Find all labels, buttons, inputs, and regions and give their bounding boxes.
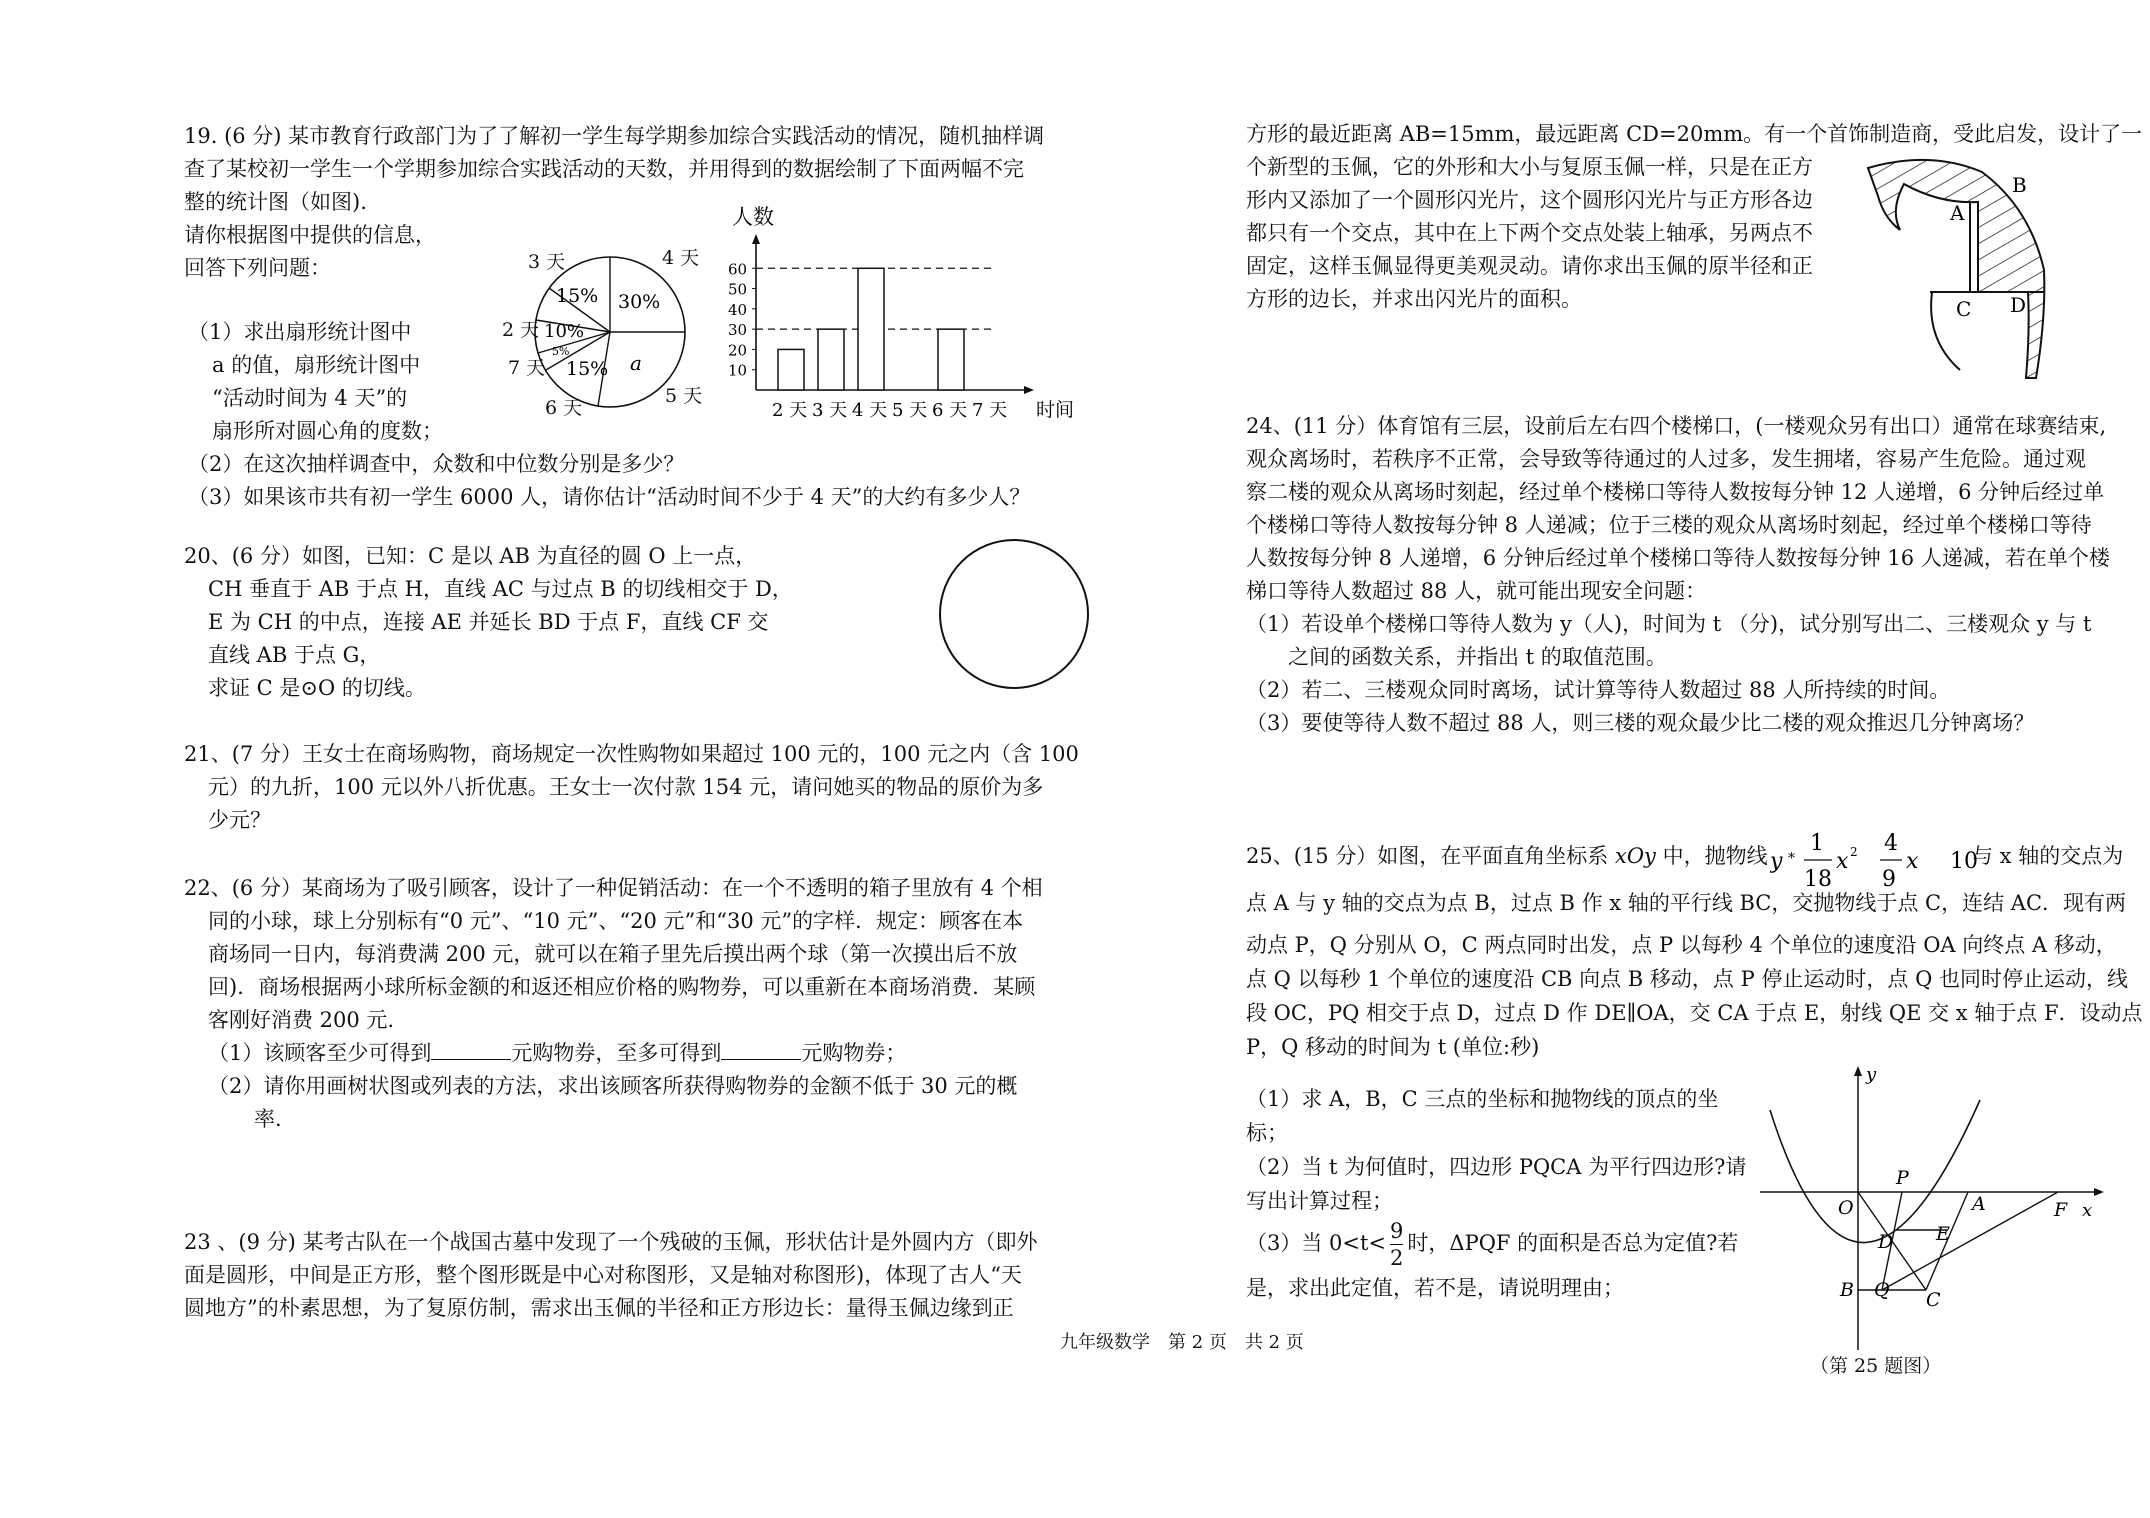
- q23-cont-line: 方形的边长，并求出闪光片的面积。: [1246, 287, 1582, 311]
- q21-line: 21、(7 分）王女士在商场购物，商场规定一次性购物如果超过 100 元的，100 元之内（含 100: [184, 742, 1079, 766]
- fig-label-Q: Q: [1874, 1279, 1890, 1301]
- y-tick-label: 30: [728, 321, 748, 340]
- q19-line: 请你根据图中提供的信息，: [184, 223, 436, 247]
- q25-tail: 与 x 轴的交点为: [1972, 844, 2124, 868]
- q24-sub1a: （1）若设单个楼梯口等待人数为 y（人)，时间为 t （分)，试分别写出二、三楼观众 y 与 t: [1246, 612, 2092, 636]
- q20-line: CH 垂直于 AB 于点 H，直线 AC 与过点 B 的切线相交于 D，: [208, 577, 793, 601]
- q24-sub1b: 之间的函数关系，并指出 t 的取值范围。: [1288, 645, 1667, 669]
- q19-line: 整的统计图（如图).: [184, 190, 367, 214]
- q22-sub2a: （2）请你用画树状图或列表的方法，求出该顾客所获得购物券的金额不低于 30 元的概: [208, 1074, 1018, 1098]
- q19-line: 19. (6 分) 某市教育行政部门为了了解初一学生每学期参加综合实践活动的情况，随机抽样调: [184, 124, 1045, 148]
- q25-sub3-line: [1246, 1218, 1738, 1271]
- eq-x2-exp: 2: [1850, 845, 1858, 859]
- q22-line: 商场同一日内，每消费满 200 元，就可以在箱子里先后摸出两个球（第一次摸出后不放: [208, 942, 1018, 966]
- fig-label-P: P: [1896, 1167, 1909, 1189]
- pie-pct-30: 30%: [618, 291, 661, 313]
- q20-line: 直线 AB 于点 G，: [208, 643, 381, 667]
- bar: [818, 329, 844, 390]
- q19-sub1-line: （1）求出扇形统计图中: [188, 320, 412, 344]
- q24-line: 观众离场时，若秩序不正常，会导致等待通过的人过多，发生拥堵，容易产生危险。通过观: [1246, 447, 2086, 471]
- bar: [858, 268, 884, 390]
- eq-minus-mark: ⁎: [1788, 846, 1795, 862]
- q22-line: 客刚好消费 200 元.: [208, 1008, 395, 1032]
- fig-label-D: D: [1878, 1231, 1894, 1253]
- fig-label-y: y: [1866, 1064, 1877, 1085]
- q24-line: 梯口等待人数超过 88 人，就可能出现安全问题：: [1246, 579, 1707, 603]
- y-tick-label: 10: [728, 361, 748, 380]
- x-category-label: 6 天: [932, 400, 968, 421]
- q24-line: 个楼梯口等待人数按每分钟 8 人递减；位于三楼的观众从离场时刻起，经过单个楼梯口等待: [1246, 513, 2092, 537]
- eq-x1: x: [1906, 849, 1919, 874]
- q24-sub2: （2）若二、三楼观众同时离场，试计算等待人数超过 88 人所持续的时间。: [1246, 678, 1951, 702]
- q25-line: P，Q 移动的时间为 t (单位:秒): [1246, 1035, 1540, 1059]
- x-category-label: 2 天: [772, 400, 808, 421]
- q21-line: 少元？: [208, 808, 271, 832]
- q22-sub1: [184, 1037, 1043, 1070]
- q25-sub3c: 是，求出此定值，若不是，请说明理由；: [1246, 1276, 1624, 1300]
- question-25-head: [1246, 836, 1768, 876]
- y-axis-arrow: [752, 234, 760, 244]
- eq-f1-den: 18: [1804, 867, 1832, 892]
- q22-sub1-c: 元购物券；: [801, 1041, 907, 1065]
- q25-xoy: xOy: [1615, 844, 1656, 868]
- frac-num: 9: [1390, 1219, 1404, 1243]
- bar-xlabel: 时间: [1036, 399, 1075, 421]
- bar-ylabel: 人数: [732, 205, 774, 229]
- fig-parabola: [1770, 1100, 1980, 1243]
- eq-c: 10: [1950, 849, 1978, 874]
- pendant-label-B: B: [2012, 173, 2027, 197]
- q20-line: 求证 C 是⊙O 的切线。: [208, 676, 426, 700]
- q19-line: 回答下列问题：: [184, 256, 331, 280]
- bar-chart: [720, 196, 1100, 436]
- q25-sub1a: （1）求 A，B，C 三点的坐标和抛物线的顶点的坐: [1246, 1087, 1719, 1111]
- frac-den: 2: [1390, 1246, 1404, 1270]
- pendant-label-A: A: [1950, 201, 1965, 225]
- eq-x2: x: [1836, 849, 1849, 874]
- q25-sub3-fraction: [1390, 1218, 1403, 1271]
- q23-line: 圆地方”的朴素思想，为了复原仿制，需求出玉佩的半径和正方形边长：量得玉佩边缘到正: [184, 1296, 1014, 1320]
- q23-cont-line: 形内又添加了一个圆形闪光片，这个圆形闪光片与正方形各边: [1246, 188, 1813, 212]
- x-category-label: 5 天: [892, 400, 928, 421]
- q25-sub1b: 标；: [1246, 1121, 1288, 1145]
- x-category-label: 4 天: [852, 400, 888, 421]
- pie-pct-15b: 15%: [566, 358, 609, 380]
- q25-mid: 中，抛物线: [1662, 844, 1768, 868]
- q23-cont-line: 个新型的玉佩，它的外形和大小与复原玉佩一样，只是在正方: [1246, 155, 1813, 179]
- fig-label-A: A: [1972, 1193, 1986, 1215]
- y-tick-label: 60: [728, 260, 748, 279]
- fig-label-x: x: [2082, 1200, 2093, 1221]
- q25-line: 点 Q 以每秒 1 个单位的速度沿 CB 向点 B 移动，点 P 停止运动时，点 Q 也同时停止运动，线: [1246, 967, 2128, 991]
- bar: [938, 329, 964, 390]
- x-category-label: 7 天: [972, 400, 1008, 421]
- pie-label-3: 3 天: [528, 251, 566, 273]
- q20-circle: [940, 540, 1088, 688]
- q22-line: 同的小球，球上分别标有“0 元”、“10 元”、“20 元”和“30 元”的字样．规定：顾客在本: [208, 909, 1024, 933]
- q22-line: 回)．商场根据两小球所标金额的和返还相应价格的购物券，可以重新在本商场消费．某顾: [208, 975, 1036, 999]
- q23-line: 面是圆形，中间是正方形，整个图形既是中心对称图形，又是轴对称图形)，体现了古人“天: [184, 1263, 1022, 1287]
- q25-line: 动点 P，Q 分别从 O，C 两点同时出发，点 P 以每秒 4 个单位的速度沿 OA 向终点 A 移动，: [1246, 933, 2117, 957]
- fig-ray-QF: [1882, 1192, 2058, 1290]
- pie-label-2: 2 天: [502, 319, 540, 341]
- q20-line: E 为 CH 的中点，连接 AE 并延长 BD 于点 F，直线 CF 交: [208, 610, 769, 634]
- q20-circle-figure: [936, 538, 1096, 698]
- q23-cont-line: 都只有一个交点，其中在上下两个交点处装上轴承，另两点不: [1246, 221, 1813, 245]
- answer-blank-max: [721, 1037, 801, 1060]
- fig-y-arrow: [1854, 1066, 1862, 1076]
- pie-label-7: 7 天: [508, 357, 546, 379]
- q19-sub1: [188, 316, 443, 448]
- q25-subquestions: [1246, 1082, 1746, 1218]
- q20-line: 20、(6 分）如图，已知：C 是以 AB 为直径的圆 O 上一点，: [184, 544, 757, 568]
- fig-x-arrow: [2094, 1188, 2104, 1196]
- q22-line: 22、(6 分）某商场为了吸引顾客，设计了一种促销活动：在一个不透明的箱子里放有 4 个相: [184, 876, 1043, 900]
- answer-blank-min: [431, 1037, 511, 1060]
- q25-sub2b: 写出计算过程；: [1246, 1189, 1393, 1213]
- y-tick-label: 40: [728, 300, 748, 319]
- pie-label-5: 5 天: [665, 385, 703, 407]
- jade-pendant-figure: [1860, 150, 2050, 380]
- pendant-label-C: C: [1956, 297, 1972, 321]
- q22-sub1-a: （1）该顾客至少可得到: [208, 1041, 432, 1065]
- q19-sub1-line: “活动时间为 4 天”的: [212, 386, 408, 410]
- q24-line: 人数按每分钟 8 人递增，6 分钟后经过单个楼梯口等待人数按每分钟 16 人递减，若在单个楼: [1246, 546, 2110, 570]
- q19-sub2-3: [188, 448, 1030, 514]
- question-21: [184, 738, 1079, 837]
- y-tick-label: 50: [728, 280, 748, 299]
- q25-sub3a: （3）当 0<t<: [1246, 1231, 1387, 1255]
- pie-pct-a: a: [630, 351, 642, 375]
- x-axis-arrow: [1024, 386, 1034, 394]
- pie-label-6: 6 天: [545, 397, 583, 419]
- q25-head: 25、(15 分）如图，在平面直角坐标系: [1246, 844, 1609, 868]
- bar: [778, 349, 804, 390]
- q19-line: 查了某校初一学生一个学期参加综合实践活动的天数，并用得到的数据绘制了下面两幅不完: [184, 157, 1024, 181]
- fig-label-O: O: [1838, 1197, 1854, 1219]
- fig-label-E: E: [1936, 1223, 1950, 1245]
- q19-sub2: （2）在这次抽样调查中，众数和中位数分别是多少？: [188, 452, 685, 476]
- pie-pct-10: 10%: [544, 321, 585, 342]
- q25-sub3: [1246, 1218, 1738, 1305]
- q25-sub3b: 时，ΔPQF 的面积是否总为定值?若: [1407, 1231, 1739, 1255]
- eq-y: y: [1770, 849, 1783, 874]
- q24-sub3: （3）要使等待人数不超过 88 人，则三楼的观众最少比二楼的观众推迟几分钟离场？: [1246, 711, 2035, 735]
- q19-sub1-line: a 的值，扇形统计图中: [212, 353, 421, 377]
- x-category-label: 3 天: [812, 400, 848, 421]
- q21-line: 元）的九折，100 元以外八折优惠。王女士一次付款 154 元，请问她买的物品的原价为多: [208, 775, 1044, 799]
- q25-line: 点 A 与 y 轴的交点为点 B，过点 B 作 x 轴的平行线 BC，交抛物线于点 C，连结 AC．现有两: [1246, 891, 2127, 915]
- q23-cont-line: 方形的最近距离 AB=15mm，最远距离 CD=20mm。有一个首饰制造商，受此启发，设计了一: [1246, 122, 2143, 146]
- q24-line: 24、(11 分）体育馆有三层，设前后左右四个楼梯口，(一楼观众另有出口）通常在球赛结束,: [1246, 414, 2107, 438]
- question-22: [184, 872, 1043, 1136]
- q25-sub2a: （2）当 t 为何值时，四边形 PQCA 为平行四边形?请: [1246, 1155, 1747, 1179]
- q19-sub3: （3）如果该市共有初一学生 6000 人，请你估计“活动时间不少于 4 天”的大约有多少人？: [188, 485, 1031, 509]
- y-tick-label: 20: [728, 341, 748, 360]
- fig-label-C: C: [1926, 1289, 1941, 1311]
- pie-pct-15a: 15%: [556, 285, 599, 307]
- pie-pct-5: 5%: [552, 345, 570, 358]
- pendant-label-D: D: [2010, 293, 2027, 317]
- q23-cont-line: 固定，这样玉佩显得更美观灵动。请你求出玉佩的原半径和正: [1246, 254, 1813, 278]
- question-20: [184, 540, 793, 705]
- question-25-body: [1246, 886, 2143, 1064]
- q23-line: 23 、(9 分) 某考古队在一个战国古墓中发现了一个残破的玉佩，形状估计是外圆内方（即外: [184, 1230, 1038, 1254]
- fig-label-B: B: [1840, 1279, 1854, 1301]
- q24-line: 察二楼的观众从离场时刻起，经过单个楼梯口等待人数按每分钟 12 人递增，6 分钟后经过单: [1246, 480, 2105, 504]
- eq-f2-den: 9: [1882, 867, 1896, 892]
- question-23: [184, 1226, 1038, 1325]
- q25-figure-caption: （第 25 题图）: [1810, 1355, 1942, 1377]
- q22-sub2b: 率.: [254, 1107, 282, 1131]
- q25-parabola-figure: [1740, 1060, 2120, 1360]
- eq-f2-num: 4: [1884, 831, 1898, 856]
- q19-sub1-line: 扇形所对圆心角的度数；: [212, 419, 443, 443]
- fig-label-F: F: [2054, 1199, 2068, 1221]
- q22-sub1-b: 元购物券，至多可得到: [511, 1041, 722, 1065]
- question-24: [1246, 410, 2110, 740]
- page-footer: 九年级数学 第 2 页 共 2 页: [1060, 1332, 1304, 1353]
- pie-label-4: 4 天: [662, 247, 700, 269]
- q25-line: 段 OC，PQ 相交于点 D，过点 D 作 DE∥OA，交 CA 于点 E，射线 QE 交 x 轴于点 F．设动点: [1246, 1001, 2143, 1025]
- eq-f1-num: 1: [1810, 831, 1824, 856]
